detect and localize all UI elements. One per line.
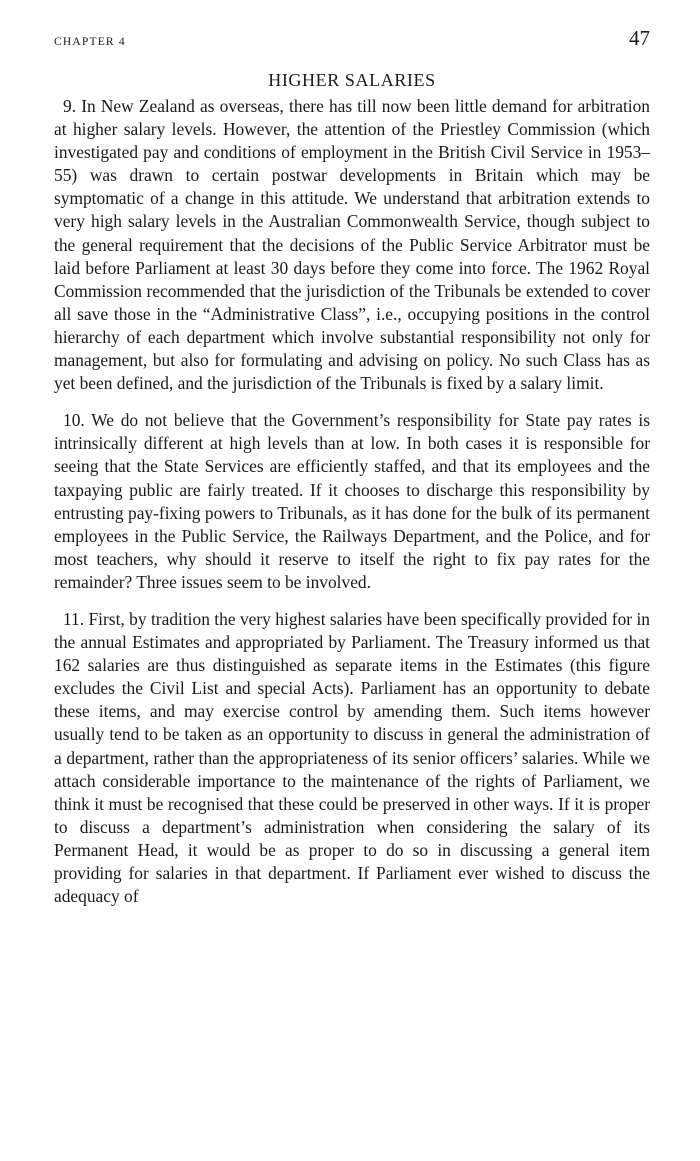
paragraph-number: 9. (63, 96, 77, 116)
paragraph-text: In New Zealand as overseas, there has till now been little demand for arbitration at higher salary levels. However, the attention of the Priestley Commission (which investigated pay and conditions of employment in the British Civil Service in 1953–55) was drawn to certain postwar developments in Britain which may be symptomatic of a change in this attitude. We understand that arbitration extends to very high salary levels in the Australian Commonwealth Service, though subject to the general requirement that the decisions of the Public Service Arbitrator must be laid before Parliament at least 30 days before they come into force. The 1962 Royal Commission recommended that the jurisdiction of the Tribunals be extended to cover all save those in the “Administrative Class”, i.e., occupying positions in the control hierarchy of each department which involve substantial responsibility not only for management, but also for formulating and advising on policy. No such Class has as yet been defined, and the jurisdiction of the Tribunals is fixed by a salary limit. (54, 96, 650, 394)
running-head (54, 26, 650, 52)
paragraph-10 (54, 409, 650, 594)
paragraph-11 (54, 608, 650, 908)
section-title: HIGHER SALARIES (268, 70, 436, 90)
paragraph-text: We do not believe that the Government’s responsibility for State pay rates is intrinsically different at high levels than at low. In both cases it is responsible for seeing that the State Services are efficiently staffed, and that its employees and the taxpaying public are fairly treated. If it chooses to discharge this responsibility by entrusting pay-fixing powers to Tribunals, as it has done for the bulk of its permanent employees in the Public Service, the Railways Department, and the Police, and for most teachers, why should it reserve to itself the right to fix pay rates for the remainder? Three issues seem to be involved. (54, 410, 650, 592)
page-number: 47 (629, 26, 650, 50)
paragraph-text: First, by tradition the very highest salaries have been specifically provided for in the annual Estimates and appropriated by Parliament. The Treasury informed us that 162 salaries are thus distinguished as separate items in the Estimates (this figure excludes the Civil List and special Acts). Parliament has an opportunity to debate these items, and may exercise control by amending them. Such items however usually tend to be taken as an opportunity to discuss in general the administration of a department, rather than the appropriateness of its senior officers’ salaries. While we attach considerable importance to the maintenance of the rights of Parliament, we think it must be recognised that these could be preserved in other ways. If it is proper to discuss a department’s administration when considering the salary of its Permanent Head, it would be as proper to do so in discussing a general item providing for salaries in that department. If Parliament ever wished to discuss the adequacy of (54, 608, 650, 907)
paragraph-9 (54, 95, 650, 395)
document-page (54, 26, 650, 908)
paragraph-number: 11. (63, 608, 85, 629)
chapter-label: CHAPTER 4 (54, 36, 126, 48)
paragraph-number: 10. (63, 410, 85, 431)
